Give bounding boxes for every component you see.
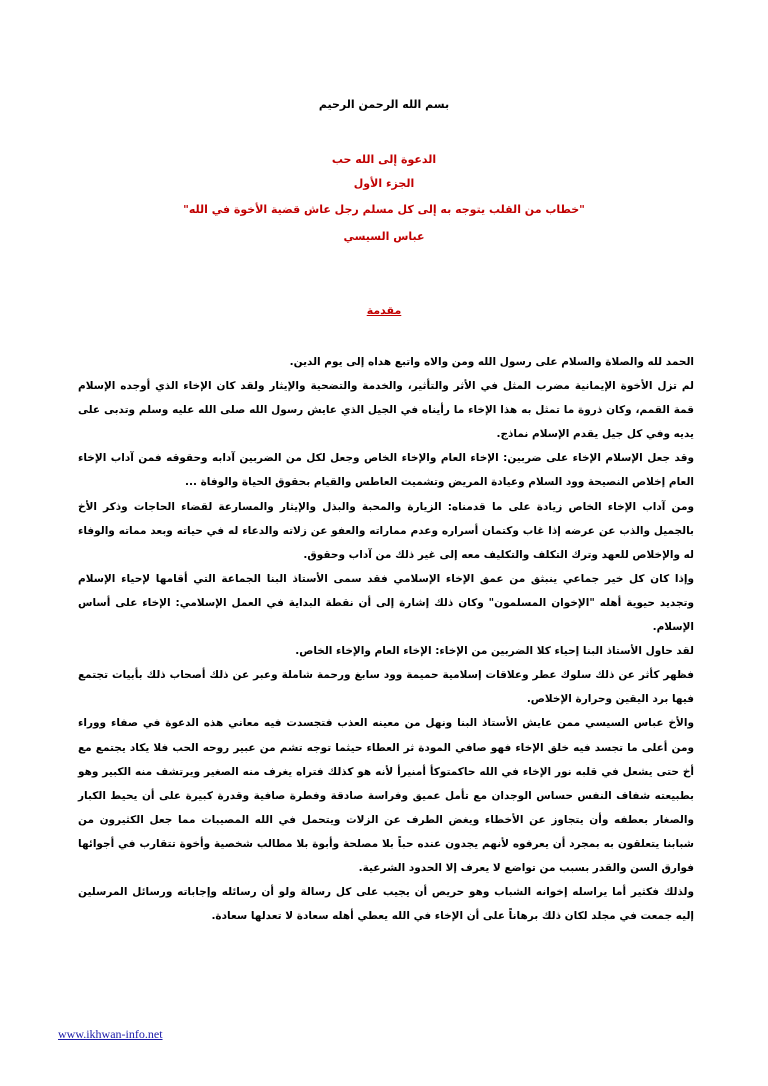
paragraph: الحمد لله والصلاة والسلام على رسول الله ومن والاه واتبع هداه إلى يوم الدين. [289,356,694,368]
section-heading: مقدمة [366,304,402,317]
basmala-line: بسم الله الرحمن الرحيم [318,98,450,111]
paragraph: لم تزل الأخوة الإيمانية مضرب المثل في الأثر والتأثير، والخدمة والتضحية والإيثار ولقد كان الإخاء الذي أوجده الإسلام قمة القمم، وكان ذروة ما تمثل به هذا الإخاء ما رأيناه في الجيل الذي عايش رسول الله صلى الله عليه وسلم وتدبى على يديه وفي كل جيل يقدم الإسلام نماذج. [78,380,694,441]
author-name: عباس السيسي [343,230,425,243]
title-line-1: الدعوة إلى الله حب [331,153,437,166]
title-line-2: الجزء الأول [353,177,415,190]
paragraph: والأخ عباس السيسي ممن عايش الأستاذ البنا ونهل من معينه العذب فتجسدت فيه معاني هذه الدعوة في صفاء ووراء ومن أعلى ما تجسد فيه خلق الإخاء فهو صافي المودة ثر العطاء حيثما توجه تشم من عبير روحه الحب فلا يكاد يجتمع مع أخ حتى يشعل في قلبه نور الإخاء في الله حاكمتوكأ أمنيرأ لأنه هو كذلك فتراه يغرف منه الصغير ويرتشف منه الكبير وهو بطبيعته شفاف النفس حساس الوجدان مع تأمل عميق وفراسة صادقة وفطرة صافية وقدرة كبيرة على أن يحيط الكبار والصغار بعطفه وأن يتجاوز عن الأخطاء ويغض الطرف عن الزلات ويتحمل في الله المصيبات مما جعل الكثيرون من شبابنا يتعلقون به بمجرد أن يعرفوه لأنهم يجدون عنده حباً بلا مصلحة وأبوة بلا مطالب شخصية وأخوة تتقارب في أجوائها فوارق السن والقدر بسبب من تواضع لا يعرف إلا الحدود الشرعية. [78,717,694,874]
paragraph: فظهر كأثر عن ذلك سلوك عطر وعلاقات إسلامية حميمة وود سابغ ورحمة شاملة وعبر عن ذلك أصحاب ذلك بأبيات تجتمع فيها برد اليقين وحرارة الإخلاص. [78,669,694,706]
footer-website-link[interactable]: www.ikhwan-info.net [58,1027,163,1041]
title-line-3: "خطاب من القلب يتوجه به إلى كل مسلم رجل عاش قضية الأخوة في الله" [183,203,585,216]
paragraph: ومن آداب الإخاء الخاص زيادة على ما قدمناه: الزيارة والمحبة والبذل والإيثار والمسارعة لقضاء الحاجات وذكر الأخ بالجميل والذب عن عرضه إذا غاب وكتمان أسراره وعدم مماراته والعفو عن زلاته والدعاء له في حياته وبعد مماته والوفاء له والإخلاص للعهد وترك التكلف والتكليف معه إلى غير ذلك من آداب وحقوق. [78,500,694,561]
paragraph: وقد جعل الإسلام الإخاء على ضربين: الإخاء العام والإخاء الخاص وجعل لكل من الضربين آدابه وحقوقه فمن آداب الإخاء العام إخلاص النصيحة وود السلام وعيادة المريض وتشميت العاطس والقيام بحقوق الحياة والوفاة ... [78,452,694,489]
paragraph: ولذلك فكثير أما يراسله إخوانه الشباب وهو حريص أن يجيب على كل رسالة ولو أن رسائله وإجاباته ورسائل المرسلين إليه جمعت في مجلد لكان ذلك برهاناً على أن الإخاء في الله يعطي أهله سعادة لا تعدلها سعادة. [78,886,694,923]
document-body [78,350,694,928]
paragraph: وإذا كان كل خير جماعي ينبثق من عمق الإخاء الإسلامي فقد سمى الأستاذ البنا الجماعة التي أقامها لإحياء الإسلام وتجديد حيوية أهله "الإخوان المسلمون" وكان ذلك إشارة إلى أن نقطة البداية في العمل الإسلامي: الإخاء على أساس الإسلام. [78,572,694,634]
paragraph: لقد حاول الأستاذ البنا إحياء كلا الضربين من الإخاء: الإخاء العام والإخاء الخاص. [295,645,694,658]
